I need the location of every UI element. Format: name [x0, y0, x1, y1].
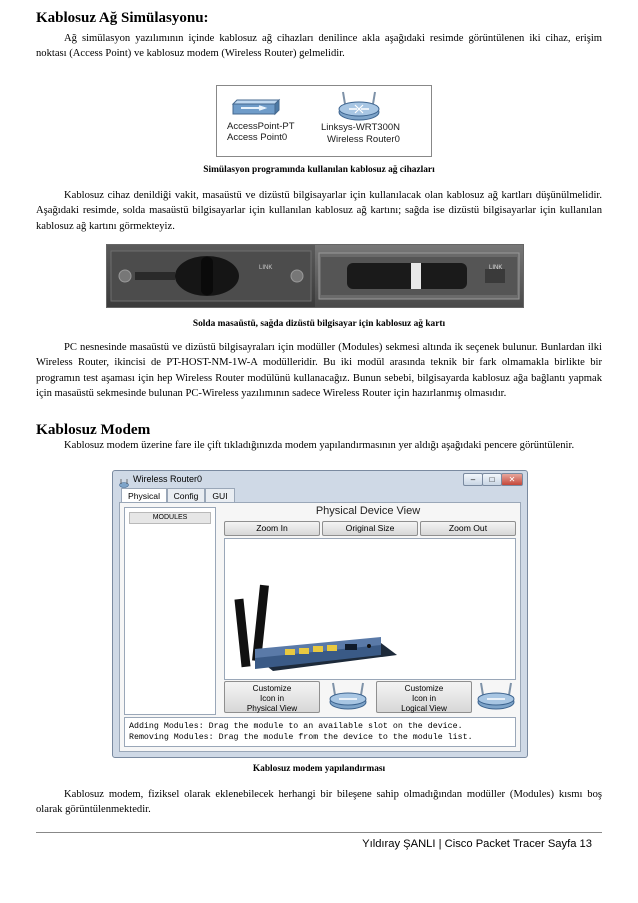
device2-label: Wireless Router0	[327, 134, 400, 145]
tab-gui[interactable]: GUI	[205, 488, 235, 503]
customize-logical-line3: Logical View	[401, 704, 447, 713]
customize-logical-line1: Customize	[404, 684, 444, 693]
modules-empty-text: Kablosuz modem, fiziksel olarak eklenebilecek herhangi bir bileşene sahip olmadığından modüller (Modules) kısmı boş olarak görüntülenmektedir.	[36, 789, 602, 816]
zoom-in-button[interactable]: Zoom In	[224, 521, 320, 536]
modules-header[interactable]: MODULES	[129, 512, 211, 524]
figure1-caption: Simülasyon programında kullanılan kablosuz ağ cihazları	[203, 165, 435, 175]
window-title: Wireless Router0	[133, 474, 203, 484]
modules-paragraph	[36, 340, 602, 401]
section-heading-wireless-modem: Kablosuz Modem	[36, 421, 151, 438]
figure3-caption: Kablosuz modem yapılandırması	[252, 764, 386, 774]
device-viewport[interactable]	[224, 538, 516, 680]
window-app-icon	[119, 475, 129, 484]
intro-paragraph	[36, 31, 602, 62]
figure2-caption: Solda masaüstü, sağda dizüstü bilgisayar için kablosuz ağ kartı	[192, 319, 446, 329]
wireless-cards-paragraph	[36, 188, 602, 234]
router-config-window	[112, 470, 528, 758]
original-size-button[interactable]: Original Size	[322, 521, 418, 536]
link-label-right: LINK	[489, 265, 503, 271]
close-button[interactable]: ✕	[501, 473, 523, 486]
logical-view-router-icon	[474, 681, 518, 711]
page-footer: Yıldıray ŞANLI | Cisco Packet Tracer Sayfa 13	[362, 838, 592, 850]
modem-intro-text: Kablosuz modem üzerine fare ile çift tıkladığınızda modem yapılandırmasının yer aldığı aşağıdaki pencere görüntülenir.	[64, 440, 575, 451]
minimize-button[interactable]: –	[463, 473, 483, 486]
customize-physical-line2: Icon in	[259, 694, 285, 703]
instruction-removing: Removing Modules: Drag the module from the device to the module list.	[129, 733, 473, 742]
laptop-card-image	[315, 245, 523, 307]
access-point-icon	[229, 96, 281, 118]
figure-network-cards	[106, 244, 524, 308]
modules-text: PC nesnesinde masaüstü ve dizüstü bilgisayraları için modüller (Modules) sekmesi altında ik seçenek bulunur. Bunlardan ilki Wireless Router, ikincisi de PT-HOST-NM-1W-A modülleridir. Bu iki modül arasında teknik bir fark olmamakla birlikte bir programın test aşaması için hep Wireless Router modülünü kullanacağız. Bunun sebebi, bilgisayarda kablosuz ağa bağlantı yapmak için masaüstü sekmesinde bulunan PC-Wireless yazılımının sadece Wireless Router için hazırlanmış olmasıdır.	[36, 342, 602, 399]
device1-name: AccessPoint-PT	[227, 121, 295, 132]
modules-empty-paragraph	[36, 787, 602, 818]
modem-intro-paragraph	[36, 438, 602, 453]
customize-logical-view-button[interactable]	[376, 681, 472, 713]
footer-divider	[36, 832, 602, 833]
physical-view-router-icon	[326, 681, 370, 711]
module-instructions	[124, 717, 516, 747]
customize-logical-line2: Icon in	[411, 694, 437, 703]
customize-physical-line3: Physical View	[246, 704, 298, 713]
maximize-button[interactable]: □	[482, 473, 502, 486]
physical-device-view-title: Physical Device View	[315, 505, 421, 517]
intro-text: Ağ simülasyon yazılımının içinde kablosuz ağ cihazları denilince akla aşağıdaki resimde görüntülenen iki cihaz, erişim noktası (Access Point) ve kablosuz modem (Wireless Router) gelmelidir.	[36, 33, 602, 60]
device1-label: Access Point0	[227, 132, 288, 143]
link-label-left: LINK	[259, 265, 273, 271]
zoom-out-button[interactable]: Zoom Out	[420, 521, 516, 536]
tab-physical[interactable]: Physical	[121, 488, 167, 503]
section-heading-wireless-simulation: Kablosuz Ağ Simülasyonu:	[36, 10, 209, 26]
instruction-adding: Adding Modules: Drag the module to an available slot on the device.	[129, 722, 463, 731]
physical-tab-panel	[119, 502, 521, 752]
device2-name: Linksys-WRT300N	[321, 122, 401, 133]
wireless-cards-text: Kablosuz cihaz denildiği vakit, masaüstü ve dizüstü bilgisayarlar için kullanılacak olan kablosuz ağ kartları düşünülmelidir. Aşağıdaki resimde, solda masaüstü bilgisayarlar için kullanılan kablosuz ağ kartını; sağda ise dizüstü bilgisayarlar için kullanılan kablosuz ağ kartını görmekteyiz.	[36, 190, 602, 232]
router-device-image	[233, 545, 403, 673]
figure-wireless-devices	[216, 85, 432, 157]
tab-config[interactable]: Config	[167, 488, 205, 503]
wireless-router-icon	[335, 90, 383, 122]
modules-list[interactable]	[124, 507, 216, 715]
customize-physical-line1: Customize	[252, 684, 292, 693]
desktop-card-image	[107, 245, 315, 307]
customize-physical-view-button[interactable]	[224, 681, 320, 713]
